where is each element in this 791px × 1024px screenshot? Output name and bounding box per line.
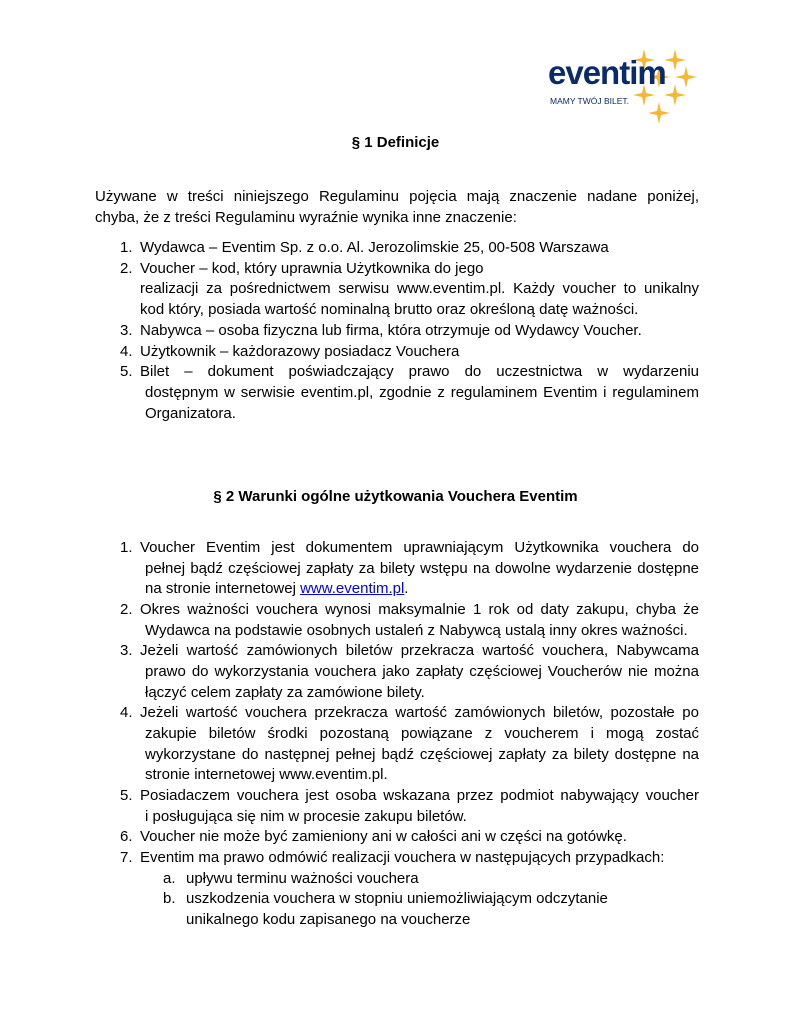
subcondition-text: unikalnego kodu zapisanego na voucherze — [186, 911, 471, 928]
eventim-link[interactable]: www.eventim.pl — [300, 580, 405, 597]
sublist-letter: b. — [163, 890, 176, 907]
condition-text: Voucher nie może być zamieniony ani w całości ani w części na gotówkę. — [140, 828, 627, 845]
definition-text: dostępnym w serwisie eventim.pl, zgodnie z regulaminem Eventim i regulaminem — [145, 384, 699, 401]
condition-text: Okres ważności vouchera wynosi maksymalnie 1 rok od daty zakupu, chyba że — [140, 601, 699, 618]
star-icon — [664, 49, 686, 71]
list-number: 7. — [120, 849, 133, 866]
star-icon — [648, 102, 670, 124]
condition-text-end: . — [404, 580, 409, 597]
condition-text: Jeżeli wartość zamówionych biletów przekracza wartość vouchera, Nabywcama — [140, 642, 699, 659]
list-number: 4. — [120, 343, 133, 360]
definition-text: kod który, posiada wartość nominalną brutto oraz określoną datę ważności. — [140, 301, 639, 318]
star-icon — [664, 84, 686, 106]
condition-text: Wydawca na podstawie osobnych ustaleń z Nabywcą ustalą inny okres ważności. — [145, 622, 688, 639]
condition-text: wykorzystane do następnej pełnej bądź częściowej zapłaty za bilety dostępne na — [145, 746, 699, 763]
section1-intro-line: Używane w treści niniejszego Regulaminu pojęcia mają znaczenie nadane poniżej, — [95, 188, 699, 205]
sublist-letter: a. — [163, 870, 176, 887]
list-number: 3. — [120, 642, 133, 659]
definition-text: Voucher – kod, który uprawnia Użytkownika do jego — [140, 260, 484, 277]
condition-text: zakupie biletów środki pozostaną powiązane z voucherem i mogą zostać — [145, 725, 699, 742]
definition-text: Nabywca – osoba fizyczna lub firma, która otrzymuje od Wydawcy Voucher. — [140, 322, 642, 339]
subcondition-text: upływu terminu ważności vouchera — [186, 870, 419, 887]
condition-text — [145, 579, 408, 599]
section2-heading: § 2 Warunki ogólne użytkowania Vouchera Eventim — [213, 488, 578, 505]
list-number: 2. — [120, 601, 133, 618]
list-number: 6. — [120, 828, 133, 845]
eventim-logo — [536, 44, 706, 128]
list-number: 1. — [120, 539, 133, 556]
condition-text-part: na stronie internetowej — [145, 580, 301, 597]
condition-text: Posiadaczem vouchera jest osoba wskazana przez podmiot nabywający voucher — [140, 787, 699, 804]
condition-text: łączyć celem zapłaty za zamówione bilety. — [145, 684, 425, 701]
condition-text: prawo do wykorzystania vouchera jako zapłaty częściowej Voucherów nie można — [145, 663, 699, 680]
subcondition-text: uszkodzenia vouchera w stopniu uniemożliwiającym odczytanie — [186, 890, 608, 907]
condition-text: Jeżeli wartość vouchera przekracza wartość zamówionych biletów, pozostałe po — [140, 704, 699, 721]
section1-heading: § 1 Definicje — [351, 134, 440, 151]
definition-text: Organizatora. — [145, 405, 236, 422]
definition-text: Wydawca – Eventim Sp. z o.o. Al. Jerozolimskie 25, 00-508 Warszawa — [140, 239, 609, 256]
definition-text: Bilet – dokument poświadczający prawo do uczestnictwa w wydarzeniu — [140, 363, 699, 380]
condition-text: stronie internetowej www.eventim.pl. — [145, 766, 388, 783]
list-number: 2. — [120, 260, 133, 277]
condition-text: pełnej bądź częściowej zapłaty za bilety wstępu na dowolne wydarzenie dostępne — [145, 560, 699, 577]
list-number: 3. — [120, 322, 133, 339]
logo-tagline: MAMY TWÓJ BILET. — [550, 96, 630, 106]
list-number: 5. — [120, 363, 133, 380]
definition-text: realizacji za pośrednictwem serwisu www.eventim.pl. Każdy voucher to unikalny — [140, 280, 699, 297]
list-number: 4. — [120, 704, 133, 721]
logo-wordmark: eventim — [548, 54, 666, 91]
condition-text: Eventim ma prawo odmówić realizacji vouchera w następujących przypadkach: — [140, 849, 665, 866]
condition-text: i posługująca się nim w procesie zakupu biletów. — [145, 808, 467, 825]
list-number: 5. — [120, 787, 133, 804]
definition-text: Użytkownik – każdorazowy posiadacz Vouchera — [140, 343, 460, 360]
condition-text: Voucher Eventim jest dokumentem uprawniającym Użytkownika vouchera do — [140, 539, 699, 556]
list-number: 1. — [120, 239, 133, 256]
section1-intro-line: chyba, że z treści Regulaminu wyraźnie wynika inne znaczenie: — [95, 209, 517, 226]
star-icon — [675, 66, 697, 88]
